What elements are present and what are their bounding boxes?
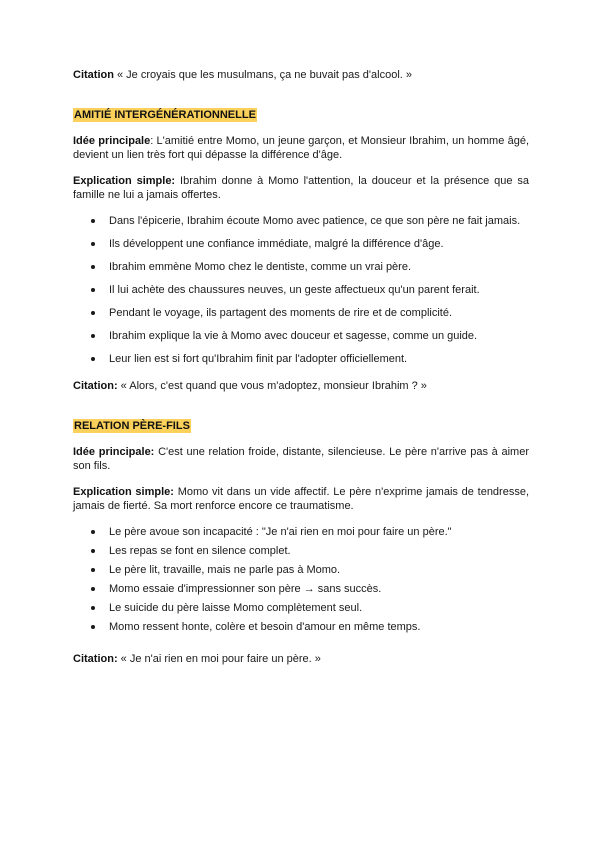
top-citation-text: « Je croyais que les musulmans, ça ne buvait pas d'alcool. »	[113, 69, 412, 81]
list-item: Ibrahim emmène Momo chez le dentiste, comme un vrai père.	[73, 260, 529, 274]
section-amitie-heading: AMITIÉ INTERGÉNÉRATIONNELLE	[74, 109, 256, 121]
section-amitie-bullets	[73, 214, 529, 366]
list-item: Le suicide du père laisse Momo complètement seul.	[73, 601, 529, 615]
section-relation	[73, 419, 529, 433]
list-item: Le père avoue son incapacité : "Je n'ai rien en moi pour faire un père."	[73, 525, 529, 539]
idee-label: Idée principale	[73, 135, 151, 147]
list-item: Momo essaie d'impressionner son père → sans succès.	[73, 582, 529, 596]
explication-text: Momo vit dans un vide affectif. Le père n'exprime jamais de tendresse, jamais de fierté. Sa mort renforce encore ce traumatisme.	[73, 486, 530, 512]
list-item: Les repas se font en silence complet.	[73, 544, 529, 558]
list-item: Le père lit, travaille, mais ne parle pas à Momo.	[73, 563, 529, 577]
top-citation-label: Citation	[73, 69, 114, 81]
list-item: Il lui achète des chaussures neuves, un geste affectueux qu'un parent ferait.	[73, 283, 529, 297]
section-relation-heading: RELATION PÈRE-FILS	[74, 420, 190, 432]
list-item: Ibrahim explique la vie à Momo avec douceur et sagesse, comme un guide.	[73, 329, 529, 343]
section-amitie-explication	[73, 174, 529, 202]
section-amitie-citation	[73, 379, 529, 393]
explication-text: Ibrahim donne à Momo l'attention, la douceur et la présence que sa famille ne lui a jamais offertes.	[73, 175, 529, 201]
list-item: Leur lien est si fort qu'Ibrahim finit par l'adopter officiellement.	[73, 352, 529, 366]
top-citation	[73, 68, 529, 82]
citation-text: « Je n'ai rien en moi pour faire un père. »	[117, 653, 321, 665]
section-relation-citation	[73, 652, 529, 666]
citation-label: Citation:	[73, 380, 118, 392]
idee-text: : L'amitié entre Momo, un jeune garçon, et Monsieur Ibrahim, un homme âgé, devient un lien très fort qui dépasse la différence d'âge.	[73, 135, 529, 161]
document-page	[73, 68, 529, 666]
idee-label: Idée principale:	[73, 446, 155, 458]
list-item: Dans l'épicerie, Ibrahim écoute Momo avec patience, ce que son père ne fait jamais.	[73, 214, 529, 228]
list-item: Ils développent une confiance immédiate, malgré la différence d'âge.	[73, 237, 529, 251]
section-amitie	[73, 108, 529, 122]
explication-label: Explication simple:	[73, 486, 174, 498]
section-amitie-idee	[73, 134, 529, 162]
section-relation-idee	[73, 445, 529, 473]
idee-text: C'est une relation froide, distante, silencieuse. Le père n'arrive pas à aimer son fils.	[73, 446, 529, 472]
section-relation-explication	[73, 485, 529, 513]
section-relation-bullets	[73, 525, 529, 634]
explication-label: Explication simple:	[73, 175, 176, 187]
citation-text: « Alors, c'est quand que vous m'adoptez, monsieur Ibrahim ? »	[117, 380, 427, 392]
citation-label: Citation:	[73, 653, 118, 665]
list-item: Momo ressent honte, colère et besoin d'amour en même temps.	[73, 620, 529, 634]
list-item: Pendant le voyage, ils partagent des moments de rire et de complicité.	[73, 306, 529, 320]
